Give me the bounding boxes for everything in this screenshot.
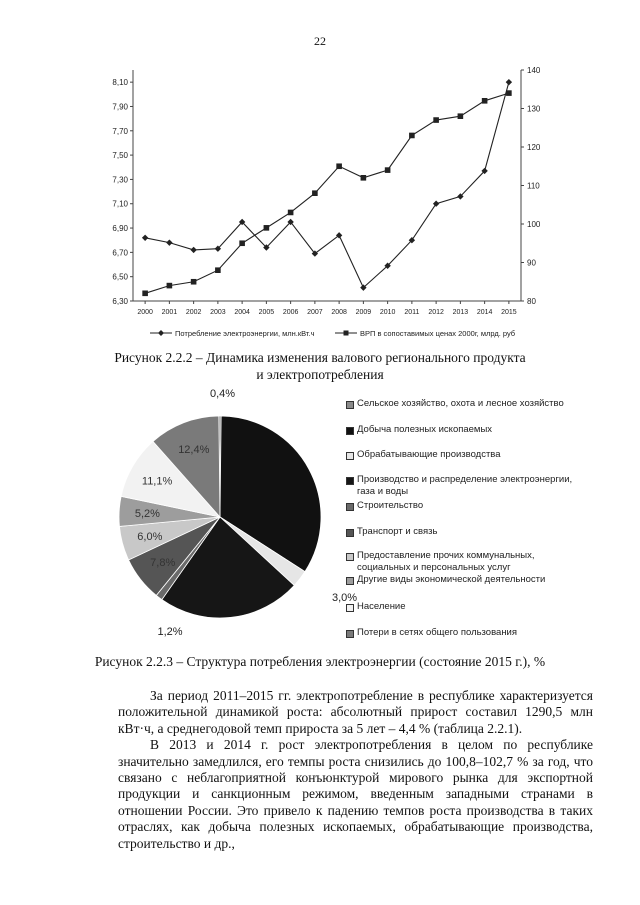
pie-data-label: 7,8% [150, 556, 176, 569]
legend-swatch [346, 427, 354, 435]
pie-data-label: 12,4% [178, 444, 210, 457]
legend-swatch [346, 630, 354, 638]
right-tick-label: 80 [527, 297, 536, 306]
legend-label: Обрабатывающие производства [357, 449, 501, 460]
x-tick-label: 2006 [282, 309, 299, 316]
x-tick-label: 2013 [452, 309, 469, 316]
x-tick-label: 2000 [137, 309, 153, 316]
legend-marker-diamond [158, 330, 164, 336]
legend-swatch [346, 401, 354, 409]
left-tick-label: 6,50 [112, 272, 128, 282]
legend-swatch [346, 503, 354, 511]
legend-item [346, 398, 586, 410]
page-number: 22 [314, 34, 326, 48]
grp-point [482, 98, 488, 104]
grp-point [433, 117, 439, 123]
x-tick-label: 2007 [307, 309, 323, 316]
pie-data-label: 0,4% [210, 388, 236, 400]
legend-marker-square [344, 331, 349, 336]
legend-item [346, 601, 586, 613]
right-tick-label: 120 [527, 143, 541, 152]
pie-chart [110, 388, 358, 645]
consumption-point [433, 201, 439, 207]
legend-label: Сельское хозяйство, охота и лесное хозяйство [357, 398, 564, 409]
x-tick-label: 2010 [379, 309, 396, 316]
grp-point [336, 163, 342, 169]
line-chart [95, 58, 555, 348]
pie-data-label: 3,0% [332, 592, 358, 604]
grp-point [385, 167, 391, 173]
paragraph-1: За период 2011–2015 гг. электропотребление в республике характеризуется положительной динамикой роста: абсолютный прирост составил 1290,5 млн кВт·ч, а среднегодовой темп прироста за 5 лет – 4,4 % (таблица 2.2.1). [118, 688, 593, 736]
figure-caption-1 [0, 349, 640, 383]
legend-label: Другие виды экономической деятельности [357, 574, 546, 585]
x-tick-label: 2009 [355, 309, 372, 316]
left-tick-label: 7,70 [112, 126, 128, 136]
pie-data-label: 5,2% [134, 507, 160, 520]
legend-label: Транспорт и связь [357, 526, 438, 537]
paragraph-2: В 2013 и 2014 г. рост электропотребления в целом по республике значительно замедлился, его темпы роста снизились до 100,8–102,7 % за год, что связано с неблагоприятной конъюнктурой мирового рынка для экспортной продукции и санкционным режимом, введенным западными странами в отношении России. Это привело к падению темпов роста производства в таких отраслях, как добыча полезных ископаемых, обрабатывающие производства, строительство и др., [118, 737, 593, 851]
legend-item [346, 550, 586, 574]
legend-swatch [346, 577, 354, 585]
x-tick-label: 2001 [161, 309, 178, 316]
right-tick-label: 140 [527, 66, 541, 75]
legend-label: Население [357, 601, 406, 612]
right-tick-label: 90 [527, 258, 536, 268]
legend-swatch [346, 553, 354, 561]
legend-item [346, 449, 586, 461]
x-tick-label: 2012 [428, 309, 444, 316]
grp-point [142, 291, 148, 297]
pie-data-label: 6,0% [137, 531, 163, 544]
legend-label-1: Потребление электроэнергии, млн.кВт.ч [175, 329, 315, 338]
caption-line-1: Рисунок 2.2.2 – Динамика изменения валового регионального продукта [114, 350, 526, 365]
grp-point [167, 283, 173, 289]
left-tick-label: 7,30 [112, 175, 128, 185]
x-tick-label: 2004 [234, 309, 250, 316]
left-tick-label: 8,10 [112, 78, 128, 88]
pie-data-label: 1,2% [157, 626, 183, 638]
grp-point [312, 190, 318, 196]
legend-item [346, 627, 586, 639]
grp-point [191, 279, 197, 285]
grp-point [215, 267, 221, 273]
series-line-2 [145, 93, 509, 293]
x-tick-label: 2002 [185, 309, 202, 316]
left-tick-label: 7,50 [112, 151, 128, 161]
right-tick-label: 110 [527, 181, 540, 191]
grp-point [409, 133, 415, 139]
legend-item [346, 500, 586, 512]
caption-line-2: и электропотребления [256, 367, 384, 382]
legend-item [346, 526, 586, 538]
legend-label: Строительство [357, 500, 424, 511]
legend-item [346, 424, 586, 436]
legend-label: Добыча полезных ископаемых [357, 424, 493, 435]
x-tick-label: 2005 [258, 309, 275, 316]
x-tick-label: 2015 [501, 309, 517, 316]
left-tick-label: 7,90 [112, 102, 128, 112]
right-tick-label: 130 [527, 104, 541, 114]
consumption-point [190, 247, 196, 253]
x-tick-label: 2011 [404, 309, 420, 316]
legend-label-2: ВРП в сопоставимых ценах 2000г, млрд. руб [360, 329, 516, 338]
grp-point [506, 90, 512, 96]
legend-label: Предоставление прочих коммунальных, социальных и персональных услуг [357, 550, 535, 573]
grp-point [361, 175, 367, 181]
left-tick-label: 6,90 [112, 224, 128, 234]
body-text [118, 688, 593, 852]
legend-swatch [346, 452, 354, 460]
series-line-1 [145, 82, 509, 287]
pie-data-label: 11,1% [141, 475, 173, 488]
consumption-point [166, 239, 172, 245]
legend-swatch [346, 604, 354, 612]
legend-item [346, 474, 586, 498]
legend-swatch [346, 529, 354, 537]
left-tick-label: 6,30 [112, 297, 128, 306]
grp-point [458, 113, 464, 119]
legend-label: Потери в сетях общего пользования [357, 627, 518, 638]
grp-point [264, 225, 270, 231]
figure-caption-2: Рисунок 2.2.3 – Структура потребления электроэнергии (состояние 2015 г.), % [94, 654, 546, 669]
left-tick-label: 6,70 [112, 248, 128, 258]
consumption-point [506, 79, 512, 85]
grp-point [239, 240, 245, 246]
legend-label: Производство и распределение электроэнергии, газа и воды [357, 474, 573, 497]
left-tick-label: 7,10 [112, 199, 128, 209]
legend-swatch [346, 477, 354, 485]
grp-point [288, 210, 294, 216]
right-tick-label: 100 [527, 220, 541, 229]
legend-item [346, 574, 586, 586]
x-tick-label: 2014 [476, 309, 493, 316]
x-tick-label: 2008 [331, 309, 347, 316]
x-tick-label: 2003 [210, 309, 226, 316]
consumption-point [142, 235, 148, 241]
